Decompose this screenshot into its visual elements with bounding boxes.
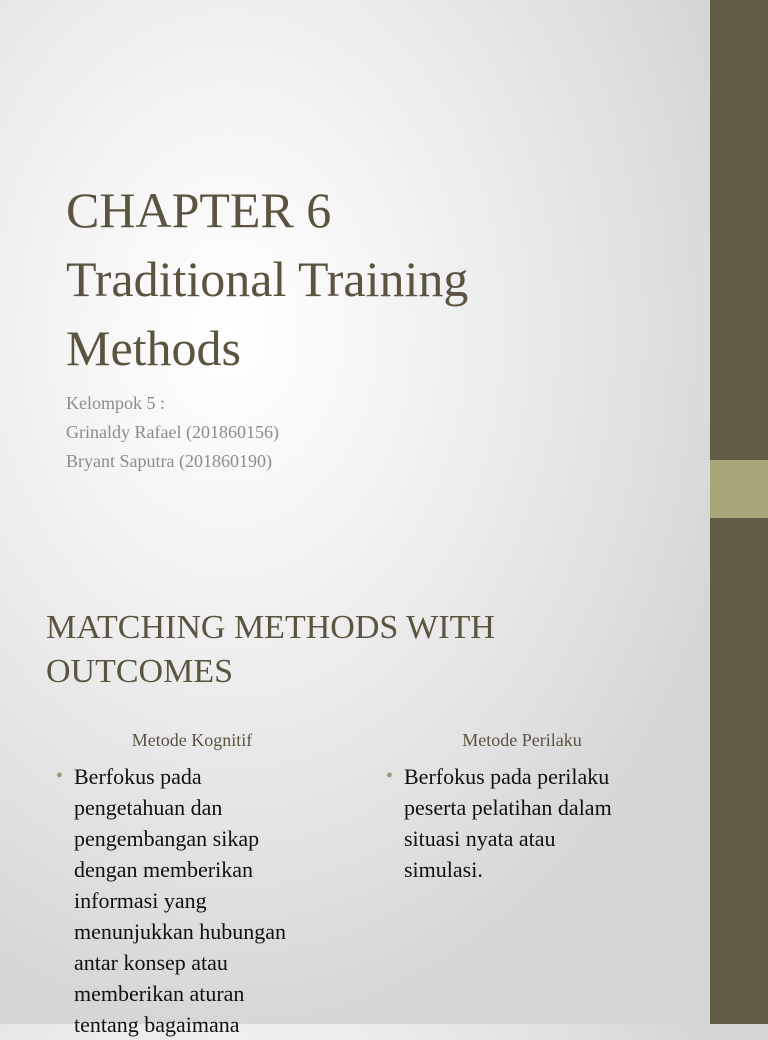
section-heading-line: OUTCOMES: [46, 653, 234, 690]
section-heading-line: MATCHING METHODS WITH: [46, 609, 495, 646]
section-heading: [46, 606, 666, 694]
subtitle-group-label: Kelompok 5 :: [66, 393, 165, 413]
column-header-behavioral: Metode Perilaku: [462, 730, 582, 750]
bullet-item-cognitive: [56, 761, 336, 1040]
bullet-text-line: pengetahuan dan: [74, 795, 223, 820]
bullet-text-line: antar konsep atau: [74, 950, 228, 975]
bullet-text: [74, 761, 336, 1040]
bullet-text-line: pengembangan sikap: [74, 826, 260, 851]
bullet-text-line: tentang bagaimana: [74, 1012, 240, 1037]
slide-title-line: Methods: [66, 320, 241, 376]
bullet-text-line: Berfokus pada perilaku: [404, 764, 610, 789]
column-header-cognitive: Metode Kognitif: [131, 730, 253, 750]
bullet-text-line: dengan memberikan: [74, 857, 253, 882]
bullet-icon: •: [386, 765, 394, 787]
bullet-item-behavioral: [386, 761, 676, 885]
bullet-text-line: Berfokus pada: [74, 764, 202, 789]
bullet-text: [404, 761, 676, 885]
bullet-icon: •: [56, 765, 64, 787]
bullet-text-line: menunjukkan hubungan: [74, 919, 287, 944]
bullet-text-line: simulasi.: [404, 857, 483, 882]
slide-subtitle: [66, 389, 666, 476]
slide-title: [66, 176, 686, 383]
subtitle-member: Bryant Saputra (201860190): [66, 451, 272, 471]
bullet-text-line: memberikan aturan: [74, 981, 245, 1006]
bullet-text-line: situasi nyata atau: [404, 826, 556, 851]
side-bar-accent: [710, 460, 768, 518]
side-bar: [710, 0, 768, 1024]
slide-title-line: Traditional Training: [66, 251, 469, 307]
bullet-text-line: informasi yang: [74, 888, 207, 913]
slide-title-line: CHAPTER 6: [66, 182, 332, 238]
bullet-text-line: peserta pelatihan dalam: [404, 795, 612, 820]
subtitle-member: Grinaldy Rafael (201860156): [66, 422, 279, 442]
